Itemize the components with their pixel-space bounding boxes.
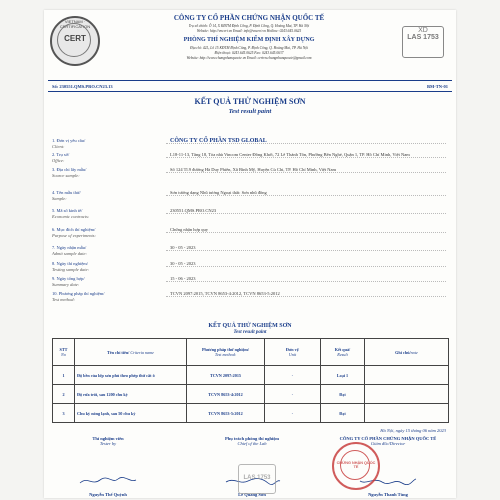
- info-value: 15 - 06 - 2023: [170, 276, 196, 281]
- table-row: [53, 366, 449, 385]
- cert-logo-icon: [50, 16, 100, 66]
- info-label: 7. Ngày nhận mẫu/ Admit sample date:: [52, 245, 87, 256]
- results-table: [52, 338, 449, 423]
- seal-text: CHỨNG NHẬN QUỐC TẾ: [336, 461, 376, 469]
- chief-name: Lê Quang Sơn: [238, 492, 266, 497]
- report-subtitle: Test result paint: [228, 108, 272, 115]
- lab-contact: Điện thoại: 0243.645.0625 Fax: 0243.645.0637: [214, 51, 284, 55]
- table-row: [53, 404, 449, 423]
- info-value: L18-11-13, Tầng 18, Tòa nhà Vincom Center Đồng Khởi, 72 Lê Thánh Tôn, Phường Bến Nghé, Quận 1, TP. Hồ Chí Minh, Việt Nam: [170, 152, 410, 157]
- info-label: 4. Tên mẫu thử/ Sample:: [52, 190, 81, 201]
- col-header: Kết quả/ Result: [321, 339, 365, 366]
- cell-no: 3: [53, 404, 75, 423]
- info-label: 5. Mã số kinh tế/ Economic contracts:: [52, 208, 90, 219]
- company-seal-icon: [332, 442, 380, 490]
- chief-title: Phụ trách phòng thí nghiệm: [224, 436, 279, 441]
- table-row: [53, 385, 449, 404]
- report-page: [44, 10, 456, 498]
- report-number: Số: 230551.QMS.PRO.CN23.13: [52, 84, 113, 89]
- tester-signature: [78, 476, 138, 486]
- cell-method: TCVN 2097:2015: [187, 366, 265, 385]
- issue-date: Hà Nội, ngày 15 tháng 06 năm 2023: [380, 428, 446, 433]
- cell-note: [365, 385, 449, 404]
- cell-name: Độ rửa trôi, sau 1200 chu kỳ: [75, 385, 187, 404]
- accreditation-badge: [402, 26, 444, 58]
- cell-unit: -: [265, 366, 321, 385]
- col-header: Phương pháp thử nghiệm/ Test method:: [187, 339, 265, 366]
- col-header: Ghi chú/note: [365, 339, 449, 366]
- director-company: CÔNG TY CỔ PHẦN CHỨNG NHẬN QUỐC TẾ: [339, 436, 437, 441]
- accreditation-top: XD: [418, 27, 428, 34]
- company-address: Trụ sở chính: Ô 14, X KĐTM Định Công, P. Định Công, Q. Hoàng Mai, TP. Hà Nội: [188, 24, 310, 28]
- info-label: 2. Trụ sở/ Office:: [52, 152, 70, 163]
- cell-method: TCVN 8653-4:2012: [187, 385, 265, 404]
- report-title: KẾT QUẢ THỬ NGHIỆM SƠN: [194, 97, 306, 106]
- reference-row: [52, 84, 448, 89]
- info-value: Chứng nhận hợp quy: [170, 227, 208, 232]
- cell-name: Chu kỳ nóng lạnh, sau 50 chu kỳ: [75, 404, 187, 423]
- info-label: 3. Địa chỉ lấy mẫu/ Source sample:: [52, 167, 87, 178]
- tester-title: Thí nghiệm viên: [92, 436, 124, 441]
- tester-signature-block: [48, 436, 168, 497]
- letterhead: [44, 12, 456, 84]
- lab-name: PHÒNG THÍ NGHIỆM KIỂM ĐỊNH XÂY DỰNG: [183, 37, 315, 43]
- info-value: CÔNG TY CỔ PHẦN TSD GLOBAL: [170, 138, 267, 144]
- las-stamp-text: LAS 1753: [243, 475, 271, 481]
- lab-web: Website: http://www.chungnhanquocte.vn Email: certvn.chungnhanquocte@gmail.com: [186, 56, 312, 60]
- cell-no: 1: [53, 366, 75, 385]
- logo-text: CERT: [64, 34, 86, 43]
- accreditation-code: LAS 1753: [407, 34, 439, 41]
- lab-address: Địa chỉ: 42L, Lô 15 KĐTM Định Công, P. Định Công, Q. Hoàng Mai, TP. Hà Nội: [190, 46, 308, 50]
- form-code: BM-TN-01: [427, 84, 448, 89]
- info-label: 10. Phương pháp thí nghiệm/ Test method:: [52, 291, 105, 302]
- header-divider: [48, 80, 452, 81]
- cell-no: 2: [53, 385, 75, 404]
- cell-result: Loại 1: [321, 366, 365, 385]
- cell-note: [365, 404, 449, 423]
- col-header: Tên chỉ tiêu/ Criteria name: [75, 339, 187, 366]
- tester-title-en: Tester by: [99, 441, 117, 446]
- director-title: Giám đốc/Director: [370, 441, 406, 446]
- info-value: 230551.QMS.PRO.CN23: [170, 208, 217, 213]
- company-name: CÔNG TY CỔ PHẦN CHỨNG NHẬN QUỐC TẾ: [173, 14, 325, 22]
- info-label: 8. Ngày thí nghiệm/ Testing sample date:: [52, 261, 90, 272]
- info-label: 6. Mục đích thí nghiệm/ Purpose of experiments:: [52, 227, 96, 238]
- info-value: Số 124 Tl.9 đường Hà Duy Phiên, Xã Bình Mỹ, Huyện Củ Chi, TP. Hồ Chí Minh, Việt Nam: [170, 167, 337, 172]
- info-value: 30 - 05 - 2023: [170, 261, 196, 266]
- cell-unit: -: [265, 404, 321, 423]
- info-value: TCVN 2097:2015, TCVN 8653-4:2012, TCVN 8653-5:2012: [170, 291, 280, 296]
- info-value: 30 - 05 - 2023: [170, 245, 196, 250]
- col-header: Đơn vị/ Unit: [265, 339, 321, 366]
- tester-name: Nguyễn Thế Quỳnh: [89, 492, 127, 497]
- reference-divider: [48, 91, 452, 92]
- cell-name: Độ bền của lớp sơn phủ theo phép thử cắt ô: [75, 366, 187, 385]
- info-label: 9. Ngày tổng hợp/ Summary date:: [52, 276, 85, 287]
- results-title: KẾT QUẢ THỬ NGHIỆM SƠN: [208, 323, 292, 329]
- table-header-row: [53, 339, 449, 366]
- las-stamp-icon: [238, 464, 276, 494]
- company-contact: Website: http://vncert.vn Email: info@vncert.vn Hotline: 0243.645.0625: [196, 29, 302, 33]
- cell-note: [365, 366, 449, 385]
- cell-result: Đạt: [321, 404, 365, 423]
- info-label: 1. Đơn vị yêu cầu/ Client:: [52, 138, 86, 149]
- col-header: STT No: [53, 339, 75, 366]
- info-value: Sơn tường dạng Nhũ tương Ngoại thất: Sơn nhũ đồng: [170, 190, 267, 195]
- chief-title-en: Chief of the Lab: [237, 441, 267, 446]
- cell-result: Đạt: [321, 385, 365, 404]
- director-name: Nguyễn Thanh Tùng: [368, 492, 408, 497]
- cell-method: TCVN 8653-5:2012: [187, 404, 265, 423]
- logo-ring-text: VIETNAM · CERTIFICATION: [59, 19, 91, 29]
- cell-unit: -: [265, 385, 321, 404]
- results-subtitle: Test result paint: [233, 330, 267, 335]
